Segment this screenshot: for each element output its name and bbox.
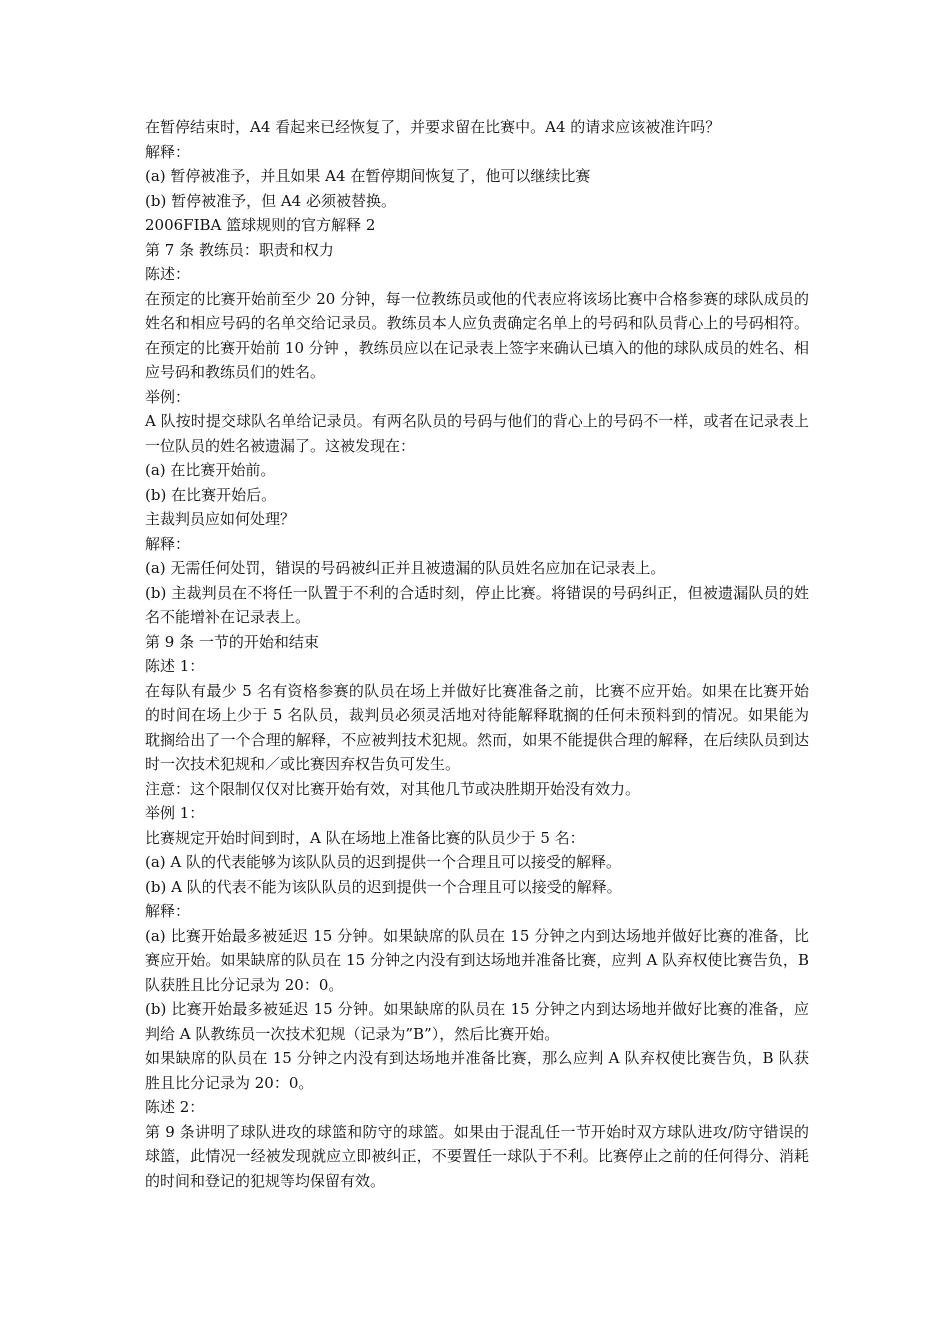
paragraph: 陈述 2： [145, 1098, 205, 1116]
paragraph: 比赛规定开始时间到时，A 队在场地上准备比赛的队员少于 5 名： [145, 828, 585, 847]
paragraph: 解释： [145, 142, 191, 161]
paragraph: 在每队有最少 5 名有资格参赛的队员在场上并做好比赛准备之前，比赛不应开始。如果在比赛开始的时间在场上少于 5 名队员，裁判员必须灵活地对待能解释耽搁的任何未预料到的情况。如果能为耽搁给出了一个合理的解释，不应被判技术犯规。然而，如果不能提供合理的解释，在后续队员到达时一次技术犯规和／或比赛因弃权告负可发生。 [145, 681, 809, 773]
section-heading: 第 7 条 教练员：职责和权力 [145, 240, 334, 259]
paragraph: (b) 在比赛开始后。 [145, 485, 277, 504]
section-heading: 第 9 条 一节的开始和结束 [145, 632, 319, 651]
paragraph: 举例 1： [145, 804, 205, 822]
paragraph: 解释： [145, 902, 191, 920]
paragraph: 主裁判员应如何处理？ [145, 510, 296, 528]
paragraph: 如果缺席的队员在 15 分钟之内没有到达场地并准备比赛，那么应判 A 队弃权使比赛告负，B 队获胜且比分记录为 20：0。 [145, 1049, 809, 1092]
paragraph: 第 9 条讲明了球队进攻的球篮和防守的球篮。如果由于混乱任一节开始时双方球队进攻/防守错误的球篮，此情况一经被发现就应立即被纠正，不要置任一球队于不利。比赛停止之前的任何得分、消耗的时间和登记的犯规等均保留有效。 [145, 1122, 809, 1190]
paragraph: 陈述： [145, 265, 191, 283]
paragraph: 在暂停结束时，A4 看起来已经恢复了，并要求留在比赛中。A4 的请求应该被准许吗？ [145, 118, 721, 136]
paragraph: (a) 在比赛开始前。 [145, 461, 276, 479]
paragraph: 解释： [145, 534, 191, 553]
paragraph: 在预定的比赛开始前至少 20 分钟，每一位教练员或他的代表应将该场比赛中合格参赛的球队成员的姓名和相应号码的名单交给记录员。教练员本人应负责确定名单上的号码和队员背心上的号码相符。在预定的比赛开始前 10 分钟 ，教练员应以在记录表上签字来确认已填入的他的球队成员的姓名、相应号码和教练员们的姓名。 [145, 289, 809, 381]
paragraph: (a) 暂停被准予，并且如果 A4 在暂停期间恢复了，他可以继续比赛 [145, 167, 591, 185]
paragraph: (b) 主裁判员在不将任一队置于不利的合适时刻，停止比赛。将错误的号码纠正，但被遗漏队员的姓名不能增补在记录表上。 [145, 583, 809, 626]
paragraph: 举例： [145, 387, 191, 406]
paragraph: (a) 无需任何处罚，错误的号码被纠正并且被遗漏的队员姓名应加在记录表上。 [145, 559, 666, 577]
paragraph: (a) A 队的代表能够为该队队员的迟到提供一个合理且可以接受的解释。 [145, 853, 622, 871]
paragraph: (b) 暂停被准予，但 A4 必须被替换。 [145, 191, 396, 210]
paragraph: 2006FIBA 篮球规则的官方解释 2 [145, 216, 376, 234]
document-body [145, 115, 809, 1193]
paragraph: A 队按时提交球队名单给记录员。有两名队员的号码与他们的背心上的号码不一样，或者在记录表上一位队员的姓名被遗漏了。这被发现在： [145, 412, 809, 455]
paragraph: (b) A 队的代表不能为该队队员的迟到提供一个合理且可以接受的解释。 [145, 877, 622, 896]
paragraph: 注意：这个限制仅仅对比赛开始有效，对其他几节或决胜期开始没有效力。 [145, 779, 641, 798]
paragraph: 陈述 1： [145, 657, 205, 675]
paragraph: (b) 比赛开始最多被延迟 15 分钟。如果缺席的队员在 15 分钟之内到达场地并做好比赛的准备，应判给 A 队教练员一次技术犯规（记录为”B”），然后比赛开始。 [145, 1000, 809, 1043]
paragraph: (a) 比赛开始最多被延迟 15 分钟。如果缺席的队员在 15 分钟之内到达场地并做好比赛的准备，比赛应开始。如果缺席的队员在 15 分钟之内没有到达场地并准备比赛，应判 A 队弃权使比赛告负，B 队获胜且比分记录为 20：0。 [145, 926, 809, 994]
